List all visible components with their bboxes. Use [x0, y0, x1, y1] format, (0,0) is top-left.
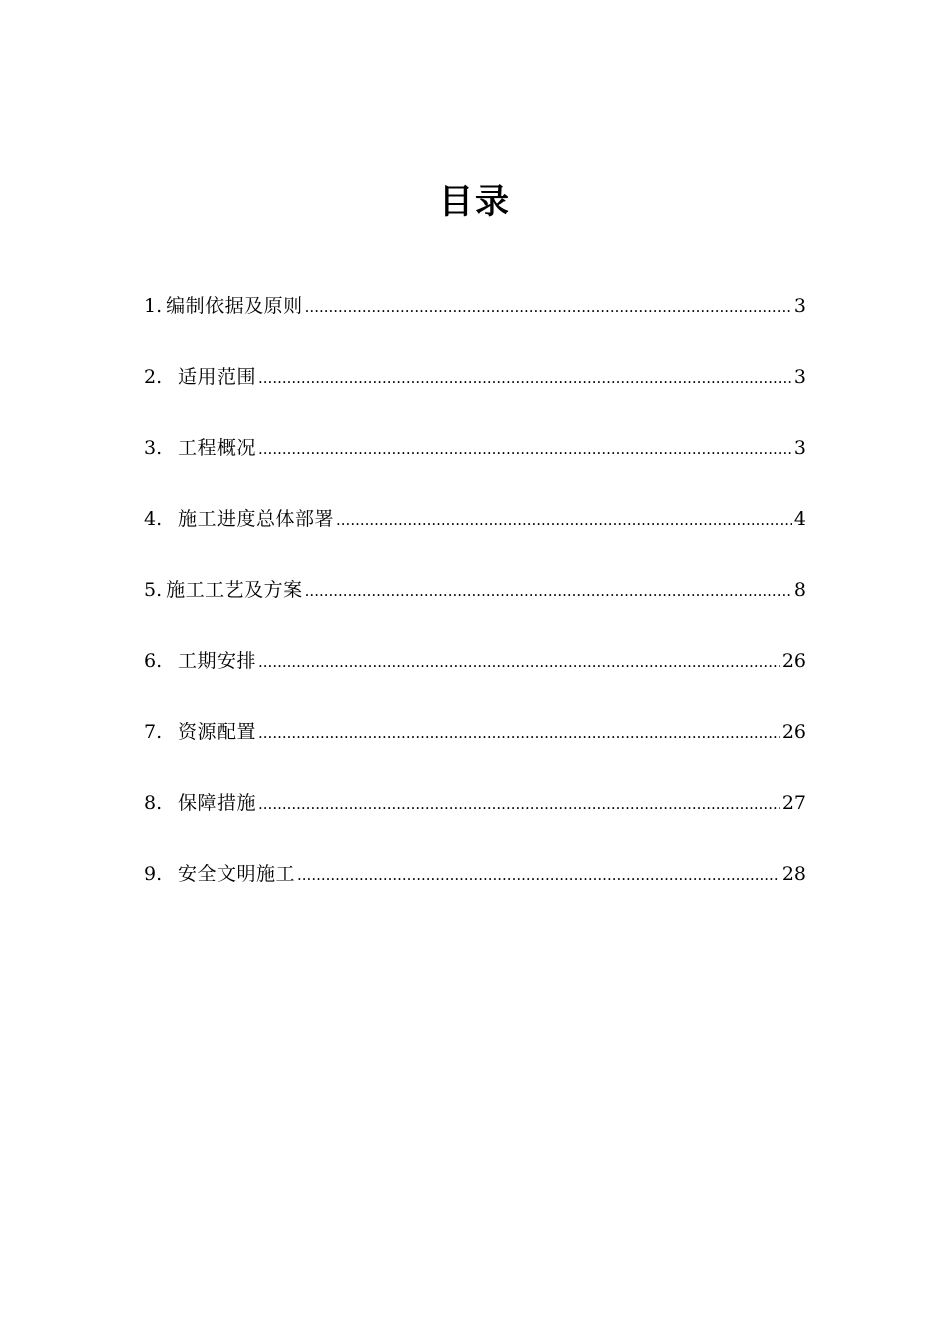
- toc-entry-number: 6.: [144, 650, 163, 672]
- toc-dot-leader: [258, 431, 792, 467]
- toc-entry[interactable]: [144, 572, 806, 643]
- toc-entry-page: 3: [793, 366, 806, 388]
- toc-entry-number: 7.: [144, 721, 163, 743]
- toc-entry-number: 9.: [144, 863, 163, 885]
- toc-dot-leader: [258, 360, 792, 396]
- toc-entry-title: 编制依据及原则: [166, 295, 303, 317]
- toc-entry-number: 4.: [144, 508, 163, 530]
- toc-entry-number: 2.: [144, 366, 163, 388]
- toc-entry-title: 施工工艺及方案: [166, 579, 303, 601]
- toc-entry-page: 27: [781, 792, 806, 814]
- toc-entry-number: 5.: [144, 579, 163, 601]
- toc-entry-page: 3: [793, 295, 806, 317]
- toc-title: 目录: [439, 182, 511, 222]
- toc-dot-leader: [258, 786, 780, 822]
- toc-entry-title: 保障措施: [178, 792, 257, 814]
- toc-dot-leader: [336, 502, 792, 538]
- toc-list: [144, 288, 806, 927]
- toc-entry-title: 安全文明施工: [178, 863, 296, 885]
- toc-dot-leader: [297, 857, 780, 893]
- toc-dot-leader: [305, 573, 792, 609]
- toc-dot-leader: [305, 289, 792, 325]
- toc-dot-leader: [258, 715, 780, 751]
- toc-entry[interactable]: [144, 785, 806, 856]
- toc-entry-number: 3.: [144, 437, 163, 459]
- toc-entry-title: 工程概况: [178, 437, 257, 459]
- toc-entry-page: 26: [781, 721, 806, 743]
- toc-entry-title: 适用范围: [178, 366, 257, 388]
- toc-entry-page: 4: [793, 508, 806, 530]
- toc-entry[interactable]: [144, 288, 806, 359]
- toc-entry-page: 26: [781, 650, 806, 672]
- toc-entry-number: 8.: [144, 792, 163, 814]
- toc-dot-leader: [258, 644, 780, 680]
- toc-entry-page: 8: [793, 579, 806, 601]
- toc-entry[interactable]: [144, 714, 806, 785]
- toc-entry-title: 工期安排: [178, 650, 257, 672]
- toc-entry-title: 施工进度总体部署: [178, 508, 335, 530]
- toc-entry[interactable]: [144, 359, 806, 430]
- toc-entry[interactable]: [144, 430, 806, 501]
- toc-entry-page: 28: [781, 863, 806, 885]
- toc-entry-number: 1.: [144, 295, 163, 317]
- toc-entry[interactable]: [144, 501, 806, 572]
- toc-entry[interactable]: [144, 856, 806, 927]
- toc-entry-page: 3: [793, 437, 806, 459]
- toc-entry[interactable]: [144, 643, 806, 714]
- toc-entry-title: 资源配置: [178, 721, 257, 743]
